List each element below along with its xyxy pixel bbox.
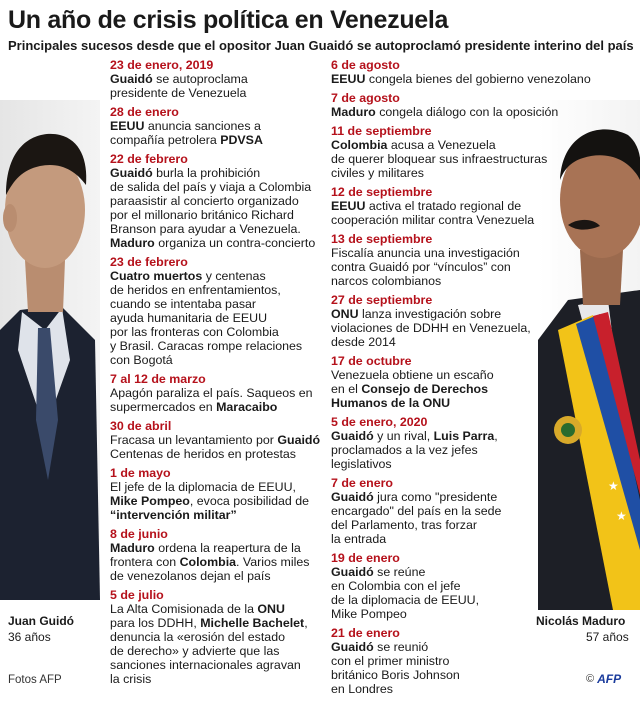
event-text-line (331, 443, 546, 457)
event-text-line (331, 518, 546, 532)
event-highlight: Michelle Bachelet (200, 616, 305, 630)
event-text-line (110, 480, 320, 494)
event-date: 21 de enero (331, 626, 400, 640)
event-text: la crisis (110, 672, 152, 686)
photo-credit: Fotos AFP (8, 674, 62, 686)
timeline-event (110, 466, 320, 522)
event-text: Fiscalía anuncia una investigación (331, 246, 520, 260)
event-text: frontera con (110, 555, 180, 569)
event-text-line (110, 433, 320, 447)
event-text-line (110, 72, 320, 86)
event-text-line (331, 166, 546, 180)
event-text-line (331, 490, 546, 504)
event-text: para los DDHH, (110, 616, 201, 630)
event-text-line (110, 630, 320, 644)
event-text: contra Guaidó por “vínculos” con (331, 260, 511, 274)
event-text: Mike Pompeo (331, 607, 407, 621)
event-text-line (331, 654, 546, 668)
event-text: se reunió (373, 640, 429, 654)
timeline-event (331, 91, 559, 119)
event-text-line (331, 429, 546, 443)
event-text-line (110, 494, 320, 508)
event-text-line (331, 274, 546, 288)
event-text-line (331, 640, 546, 654)
event-text: compañía petrolera (110, 133, 221, 147)
event-text: por el millonario británico Richard (110, 208, 294, 222)
event-text-line (110, 297, 320, 311)
event-text-line (331, 682, 546, 696)
event-text-line (110, 616, 320, 630)
event-text-line (331, 105, 559, 119)
maduro-photo (538, 100, 640, 610)
timeline-event (331, 551, 546, 621)
event-text: con el primer ministro (331, 654, 450, 668)
event-text-line (331, 213, 546, 227)
event-highlight: Guaidó (331, 640, 374, 654)
event-date: 23 de enero, 2019 (110, 58, 214, 72)
timeline-event (331, 626, 546, 696)
event-text: y centenas (202, 269, 266, 283)
event-text-line (331, 382, 546, 396)
event-highlight: Humanos de la ONU (331, 396, 451, 410)
event-text: lanza investigación sobre (358, 307, 502, 321)
event-text: jura como "presidente (373, 490, 498, 504)
event-text: congela bienes del gobierno venezolano (365, 72, 591, 86)
event-text-line (331, 72, 591, 86)
event-highlight: EEUU (331, 199, 366, 213)
event-text: . Varios miles (236, 555, 310, 569)
event-text: por las fronteras con Colombia (110, 325, 279, 339)
timeline-event (331, 185, 546, 227)
page-subtitle: Principales sucesos desde que el opositor Juan Guaidó se autoproclamó presidente interino del país (8, 38, 634, 53)
event-highlight: Maduro (110, 236, 155, 250)
event-text-line (331, 138, 546, 152)
event-text: Fracasa un levantamiento por (110, 433, 278, 447)
timeline-left-column (110, 58, 320, 691)
event-highlight: Mike Pompeo (110, 494, 190, 508)
event-text-line (110, 339, 320, 353)
event-text: proclamados a la vez jefes (331, 443, 478, 457)
event-text: anuncia sanciones a (144, 119, 261, 133)
event-text: paraasistir al concierto organizado (110, 194, 299, 208)
event-text: burla la prohibición (152, 166, 261, 180)
event-text: del Parlamento, tras forzar (331, 518, 477, 532)
maduro-age: 57 años (586, 630, 629, 644)
event-date: 12 de septiembre (331, 185, 433, 199)
event-text-line (331, 668, 546, 682)
event-text: encargado" del país en la sede (331, 504, 502, 518)
event-text: La Alta Comisionada de la (110, 602, 258, 616)
event-text: legislativos (331, 457, 392, 471)
event-text: en Colombia con el jefe (331, 579, 461, 593)
event-text: acusa a Venezuela (387, 138, 496, 152)
event-text-line (110, 658, 320, 672)
event-text: cooperación militar contra Venezuela (331, 213, 535, 227)
event-text-line (110, 283, 320, 297)
event-text-line (331, 579, 546, 593)
event-text: activa el tratado regional de (365, 199, 522, 213)
event-text-line (110, 222, 320, 236)
event-text-line (331, 152, 546, 166)
event-text-line (110, 236, 320, 250)
event-highlight: Maduro (110, 541, 155, 555)
event-date: 8 de junio (110, 527, 168, 541)
event-text: la entrada (331, 532, 387, 546)
event-text-line (110, 311, 320, 325)
timeline-event (331, 293, 546, 349)
event-text: de heridos en enfrentamientos, (110, 283, 281, 297)
event-highlight: EEUU (331, 72, 366, 86)
event-highlight: Luis Parra (433, 429, 495, 443)
event-text-line (110, 325, 320, 339)
event-highlight: ONU (331, 307, 359, 321)
event-date: 11 de septiembre (331, 124, 432, 138)
event-text: y Brasil. Caracas rompe relaciones (110, 339, 303, 353)
event-text-line (331, 565, 546, 579)
event-text: El jefe de la diplomacia de EEUU, (110, 480, 296, 494)
event-text: narcos colombianos (331, 274, 442, 288)
event-highlight: EEUU (110, 119, 145, 133)
timeline-event (331, 58, 591, 86)
event-text-line (110, 541, 320, 555)
event-text: en el (331, 382, 362, 396)
event-date: 17 de octubre (331, 354, 412, 368)
event-date: 1 de mayo (110, 466, 171, 480)
afp-logo: AFP (597, 672, 622, 686)
timeline-event (110, 588, 320, 686)
event-text-line (110, 269, 320, 283)
event-text-line (110, 386, 320, 400)
timeline-event (110, 527, 320, 583)
event-text: en Londres (331, 682, 394, 696)
event-text: presidente de Venezuela (110, 86, 247, 100)
event-text: denuncia la «erosión del estado (110, 630, 285, 644)
event-date: 7 al 12 de marzo (110, 372, 206, 386)
event-text-line (331, 199, 546, 213)
event-date: 30 de abril (110, 419, 172, 433)
event-text: Venezuela obtiene un escaño (331, 368, 494, 382)
event-text-line (110, 569, 320, 583)
event-text: civiles y militares (331, 166, 424, 180)
event-text-line (331, 396, 546, 410)
page-title: Un año de crisis política en Venezuela (8, 6, 449, 34)
event-text: de venezolanos dejan el país (110, 569, 271, 583)
event-text: se reúne (373, 565, 426, 579)
timeline-event (110, 105, 320, 147)
event-text: Apagón paraliza el país. Saqueos en (110, 386, 313, 400)
event-text-line (110, 180, 320, 194)
event-text-line (110, 508, 320, 522)
event-date: 7 de agosto (331, 91, 400, 105)
event-text-line (331, 368, 546, 382)
event-text: , (494, 429, 498, 443)
event-text-line (331, 246, 546, 260)
event-text-line (331, 593, 546, 607)
event-text: , (304, 616, 308, 630)
event-highlight: Guaidó (110, 72, 153, 86)
event-date: 6 de agosto (331, 58, 400, 72)
event-highlight: Guaidó (110, 166, 153, 180)
timeline-event (110, 372, 320, 414)
event-date: 28 de enero (110, 105, 179, 119)
event-text-line (110, 353, 320, 367)
guaido-age: 36 años (8, 630, 51, 644)
event-text-line (110, 119, 320, 133)
event-text: , evoca posibilidad de (189, 494, 310, 508)
event-text-line (110, 194, 320, 208)
event-text-line (110, 166, 320, 180)
event-text: supermercados en (110, 400, 217, 414)
event-text: con Bogotá (110, 353, 173, 367)
event-highlight: Guaidó (331, 565, 374, 579)
event-date: 22 de febrero (110, 152, 188, 166)
event-text: cuando se intentaba pasar (110, 297, 257, 311)
event-text-line (110, 644, 320, 658)
event-text-line (331, 607, 546, 621)
event-text-line (331, 321, 546, 335)
event-highlight: Consejo de Derechos (361, 382, 489, 396)
guaido-photo (0, 100, 100, 600)
event-date: 5 de enero, 2020 (331, 415, 428, 429)
event-text-line (110, 672, 320, 686)
event-text: de querer bloquear sus infraestructuras (331, 152, 548, 166)
event-date: 13 de septiembre (331, 232, 433, 246)
event-text: ayuda humanitaria de EEUU (110, 311, 268, 325)
event-text-line (331, 260, 546, 274)
event-text-line (110, 208, 320, 222)
event-highlight: Cuatro muertos (110, 269, 203, 283)
event-text-line (331, 307, 546, 321)
maduro-name: Nicolás Maduro (536, 614, 626, 628)
event-date: 19 de enero (331, 551, 400, 565)
event-text: de salida del país y viaja a Colombia (110, 180, 312, 194)
timeline-event (110, 419, 320, 461)
event-highlight: Colombia (331, 138, 388, 152)
event-date: 5 de julio (110, 588, 164, 602)
timeline-event (331, 124, 546, 180)
event-text-line (110, 602, 320, 616)
event-text: de derecho» y advierte que las (110, 644, 280, 658)
afp-credit (586, 672, 621, 686)
svg-text:★: ★ (616, 509, 627, 523)
event-highlight: Colombia (179, 555, 237, 569)
event-text-line (110, 400, 320, 414)
guaido-name: Juan Guidó (8, 614, 74, 628)
event-text-line (331, 335, 546, 349)
event-highlight: Guaidó (331, 429, 374, 443)
event-text-line (110, 447, 320, 461)
copyright-symbol: © (586, 673, 595, 685)
timeline-event (331, 415, 546, 471)
timeline-event (331, 232, 546, 288)
event-text: organiza un contra-concierto (154, 236, 316, 250)
event-text: congela diálogo con la oposición (375, 105, 559, 119)
event-text-line (331, 504, 546, 518)
event-date: 27 de septiembre (331, 293, 433, 307)
timeline-event (331, 476, 546, 546)
event-text-line (110, 86, 320, 100)
event-highlight: Maduro (331, 105, 376, 119)
timeline-event (110, 58, 320, 100)
event-highlight: PDVSA (220, 133, 263, 147)
event-text: y un rival, (373, 429, 434, 443)
timeline-event (110, 152, 320, 250)
timeline-event (110, 255, 320, 367)
event-date: 23 de febrero (110, 255, 188, 269)
event-text-line (110, 555, 320, 569)
event-text: Centenas de heridos en protestas (110, 447, 296, 461)
event-text-line (331, 532, 546, 546)
event-text: ordena la reapertura de la (154, 541, 301, 555)
event-highlight: Guaidó (277, 433, 321, 447)
event-text: británico Boris Johnson (331, 668, 460, 682)
event-highlight: ONU (257, 602, 285, 616)
event-text: sanciones internacionales agravan (110, 658, 301, 672)
timeline-event (331, 354, 546, 410)
event-text-line (331, 457, 546, 471)
event-text: de la diplomacia de EEUU, (331, 593, 480, 607)
svg-text:★: ★ (608, 479, 619, 493)
event-text: se autoproclama (152, 72, 248, 86)
event-date: 7 de enero (331, 476, 393, 490)
event-highlight: “intervención militar” (110, 508, 237, 522)
event-highlight: Guaidó (331, 490, 374, 504)
event-highlight: Maracaibo (216, 400, 278, 414)
event-text: violaciones de DDHH en Venezuela, (331, 321, 531, 335)
event-text: desde 2014 (331, 335, 396, 349)
event-text-line (110, 133, 320, 147)
event-text: Branson para ayudar a Venezuela. (110, 222, 301, 236)
